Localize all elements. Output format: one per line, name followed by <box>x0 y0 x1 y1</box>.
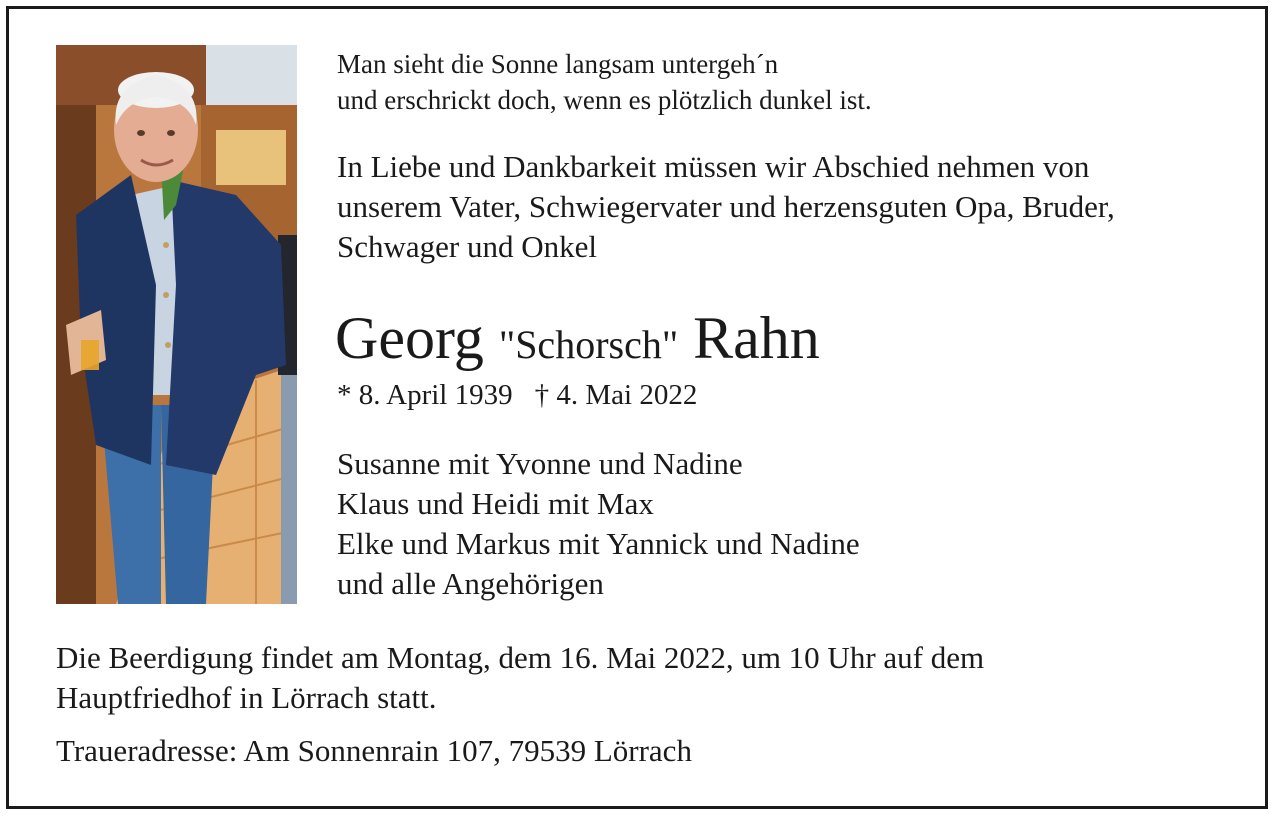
intro-line: unserem Vater, Schwiegervater und herzensguten Opa, Bruder, <box>337 189 1115 224</box>
mourner-line: Elke und Markus mit Yannick und Nadine <box>337 526 860 561</box>
mourner-line: Klaus und Heidi mit Max <box>337 486 654 521</box>
mourner-line: Susanne mit Yvonne und Nadine <box>337 446 743 481</box>
funeral-line: Hauptfriedhof in Lörrach statt. <box>56 680 437 715</box>
condolence-address: Traueradresse: Am Sonnenrain 107, 79539 Lörrach <box>56 733 692 768</box>
farewell-intro <box>337 147 1115 267</box>
deceased-name <box>335 303 820 380</box>
poem-line: und erschrickt doch, wenn es plötzlich dunkel ist. <box>337 85 872 115</box>
death-date: † 4. Mai 2022 <box>534 379 698 411</box>
poem-line: Man sieht die Sonne langsam untergeh´n <box>337 49 779 79</box>
life-dates <box>337 377 697 413</box>
portrait-photo <box>56 45 297 604</box>
funeral-line: Die Beerdigung findet am Montag, dem 16. Mai 2022, um 10 Uhr auf dem <box>56 640 985 675</box>
funeral-notice <box>56 638 984 718</box>
poem-quote <box>337 46 872 118</box>
nickname: "Schorsch" <box>498 322 679 367</box>
mourners-list <box>337 444 860 604</box>
mourner-line: und alle Angehörigen <box>337 566 604 601</box>
intro-line: Schwager und Onkel <box>337 229 597 264</box>
first-name: Georg <box>335 305 484 371</box>
last-name: Rahn <box>693 305 820 371</box>
intro-line: In Liebe und Dankbarkeit müssen wir Abschied nehmen von <box>337 149 1090 184</box>
birth-date: * 8. April 1939 <box>337 379 513 411</box>
